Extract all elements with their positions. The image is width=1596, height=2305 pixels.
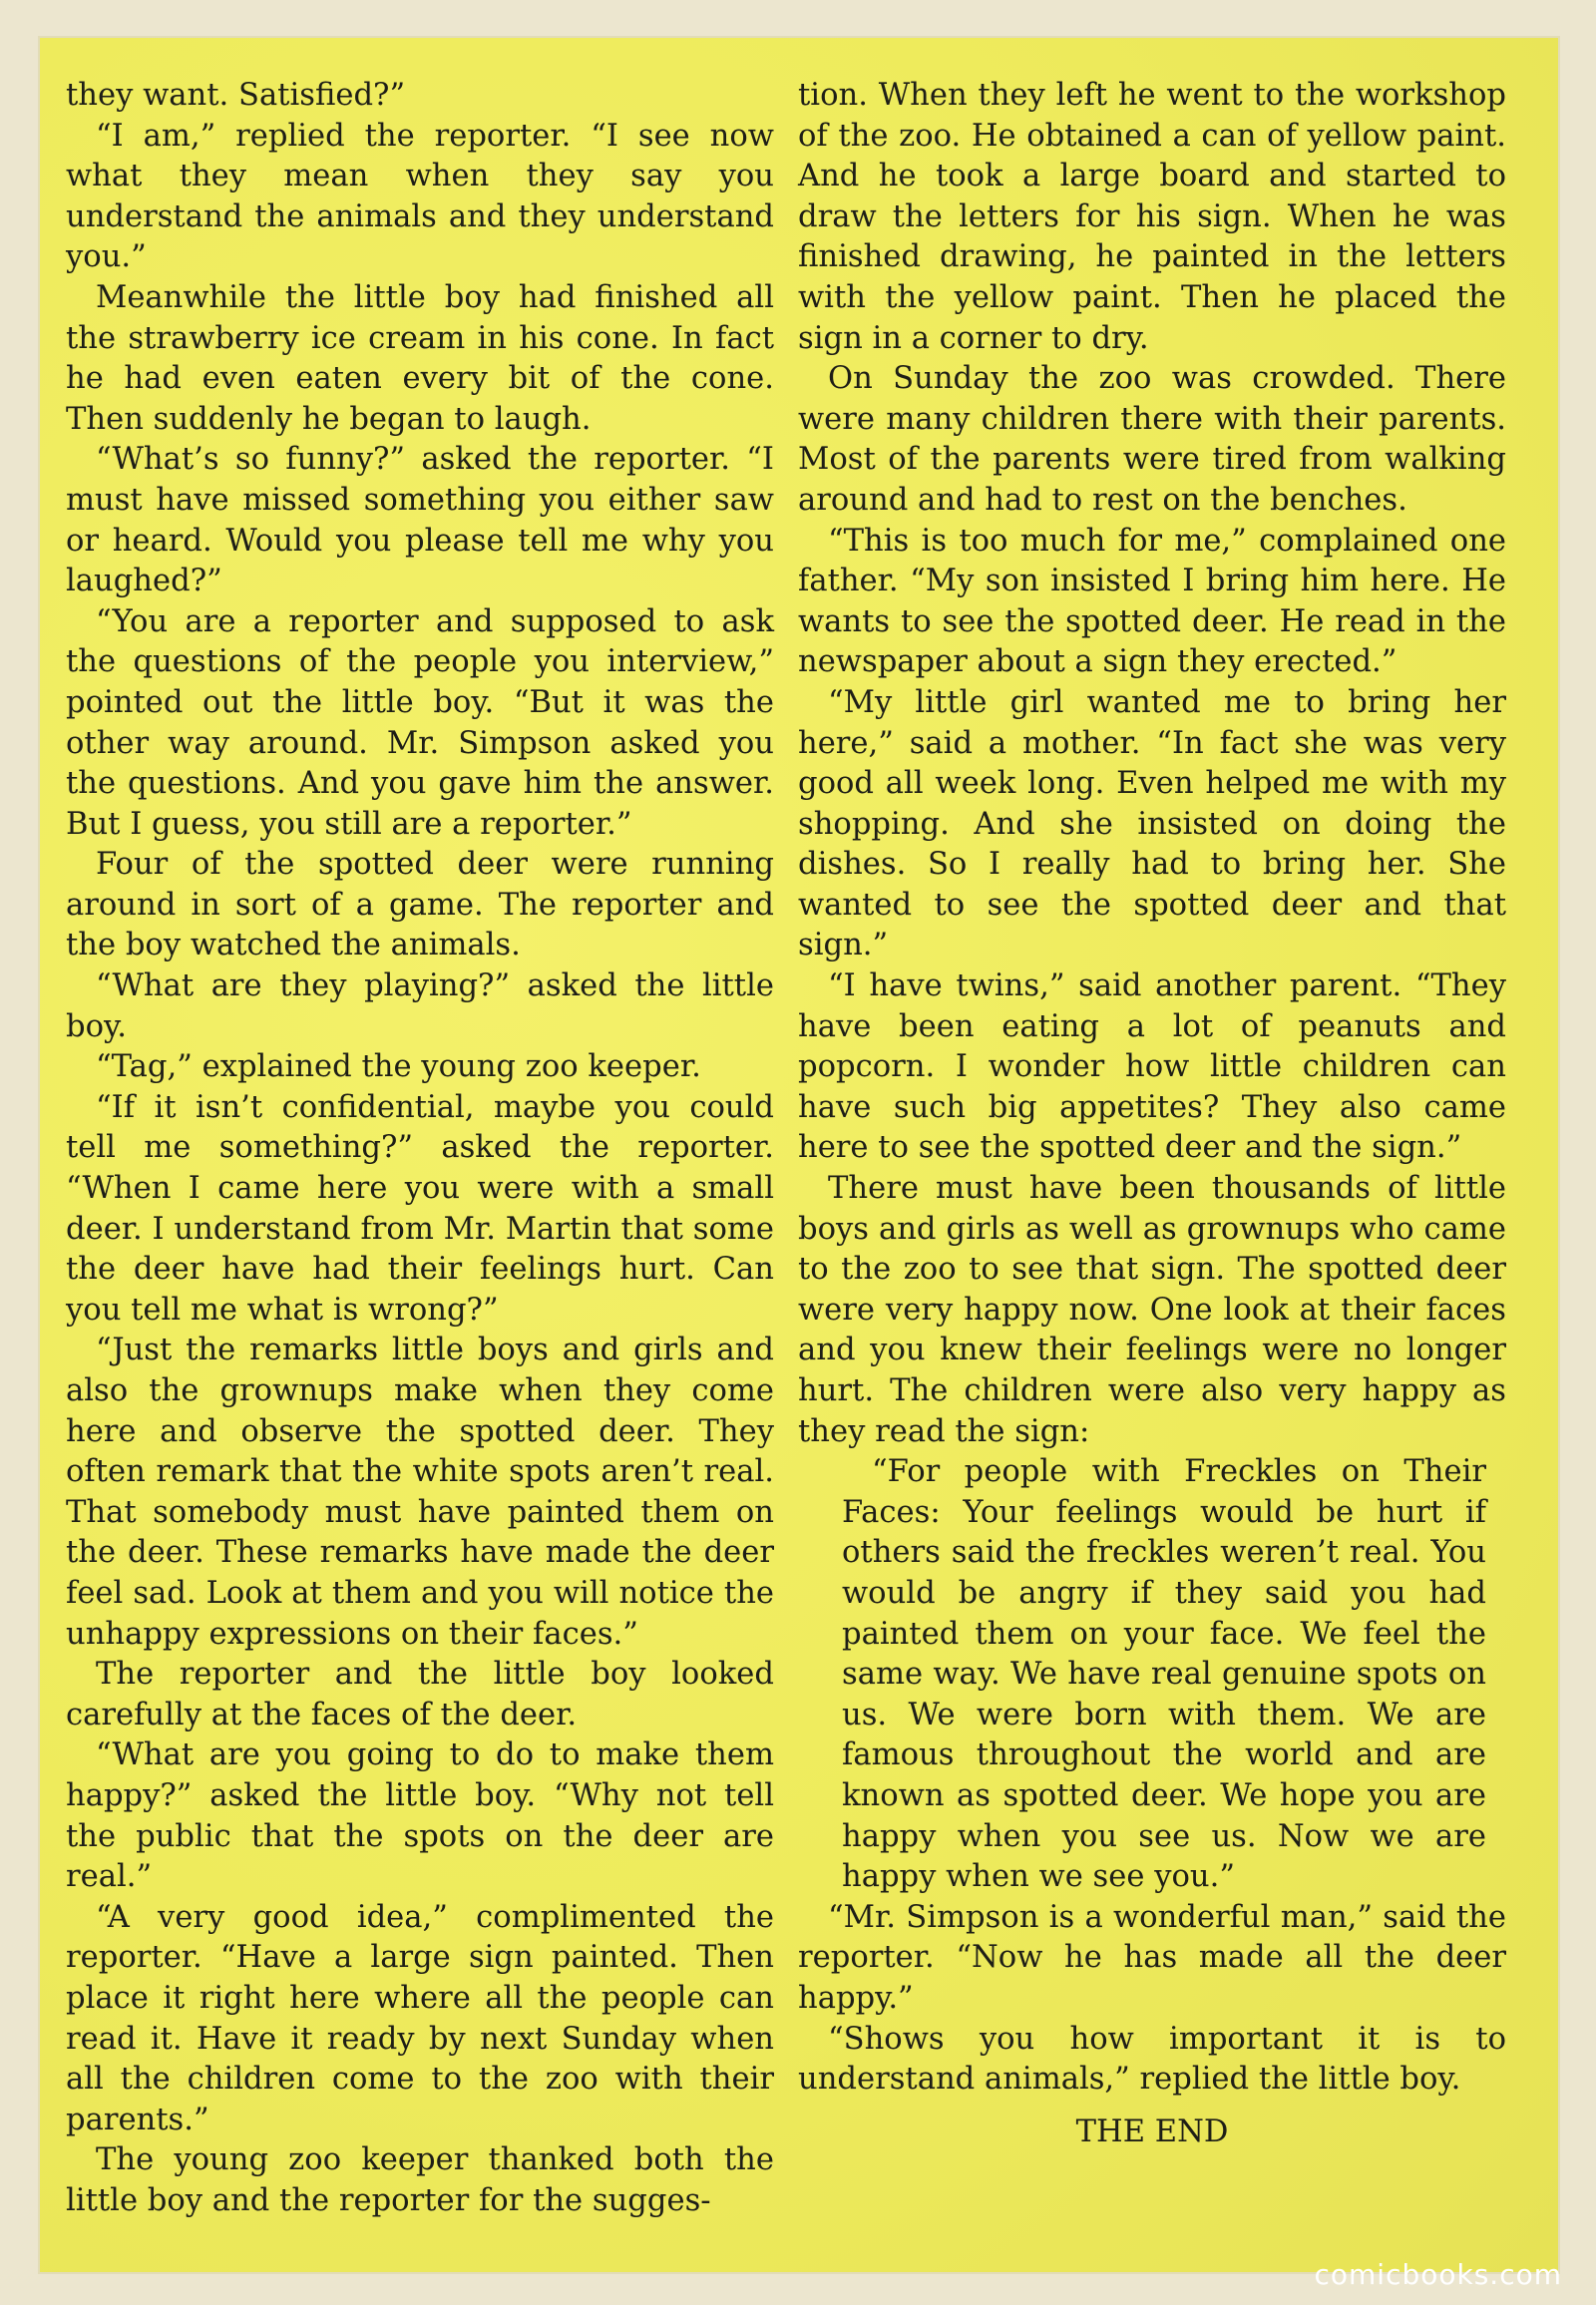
right-text-column [798,76,1506,2152]
story-paragraph: “Shows you how important it is to understand animals,” replied the little boy. [798,2021,1506,2098]
story-page [40,38,1558,2272]
story-paragraph: “You are a reporter and supposed to ask the questions of the people you interview,” pointed out the little boy. “But it was the other way around. Mr. Simpson asked you the questions. And you gave him the answer. But I guess, you still are a reporter.” [66,603,774,842]
story-paragraph: “This is too much for me,” complained one father. “My son insisted I bring him here. He wants to see the spotted deer. He read in the newspaper about a sign they erected.” [798,523,1506,680]
story-paragraph: “What are you going to do to make them happy?” asked the little boy. “Why not tell the public that the spots on the deer are real.” [66,1737,774,1895]
story-paragraph: “My little girl wanted me to bring her here,” said a mother. “In fact she was very good all week long. Even helped me with my shopping. And she insisted on doing the dishes. So I really had to bring her. She wanted to see the spotted deer and that sign.” [798,684,1506,963]
story-paragraph: “I have twins,” said another parent. “They have been eating a lot of peanuts and popcorn. I wonder how little children can have such big appetites? They also came here to see the spotted deer and the sign.” [798,968,1506,1166]
story-paragraph: Meanwhile the little boy had finished all the strawberry ice cream in his cone. In fact he had even eaten every bit of the cone. Then suddenly he began to laugh. [66,279,774,437]
site-watermark: comicbooks.com [1314,2258,1562,2291]
sign-text: “For people with Freckles on Their Faces: Your feelings would be hurt if others said the freckles weren’t real. You would be angry if they said you had painted them on your face. We feel the same way. We have real genuine spots on us. We were born with them. We are famous throughout the world and are known as spotted deer. We hope you are happy when you see us. Now we are happy when we see you.” [842,1454,1486,1895]
story-paragraph: “Mr. Simpson is a wonderful man,” said the reporter. “Now he has made all the deer happy.” [798,1899,1506,2016]
story-paragraph: tion. When they left he went to the workshop of the zoo. He obtained a can of yellow paint. And he took a large board and started to draw the letters for his sign. When he was finished drawing, he painted in the letters with the yellow paint. Then he placed the sign in a corner to dry. [798,78,1506,356]
story-paragraph: There must have been thousands of little boys and girls as well as grownups who came to the zoo to see that sign. The spotted deer were very happy now. One look at their faces and you knew their feelings were no longer hurt. The children were also very happy as they read the sign: [798,1171,1506,1449]
story-paragraph: “I am,” replied the reporter. “I see now what they mean when they say you understand the animals and they understand you.” [66,118,774,275]
the-end-label: THE END [1075,2113,1229,2149]
story-paragraph: “A very good idea,” complimented the reporter. “Have a large sign painted. Then place it right here where all the people can read it. Have it ready by next Sunday when all the children come to the zoo with their parents.” [66,1899,774,2137]
story-paragraph: “What are they playing?” asked the little boy. [66,968,774,1044]
story-paragraph: On Sunday the zoo was crowded. There were many children there with their parents. Most of the parents were tired from walking around and had to rest on the benches. [798,361,1506,518]
story-paragraph: “Tag,” explained the young zoo keeper. [96,1049,701,1085]
story-paragraph: “Just the remarks little boys and girls and also the grownups make when they come here and observe the spotted deer. They often remark that the white spots aren’t real. That somebody must have painted them on the deer. These remarks have made the deer feel sad. Look at them and you will notice the unhappy expressions on their faces.” [66,1333,774,1652]
story-paragraph: The reporter and the little boy looked carefully at the faces of the deer. [66,1657,774,1732]
story-paragraph: “What’s so funny?” asked the reporter. “I must have missed something you either saw or heard. Would you please tell me why you laughed?” [66,442,774,599]
story-paragraph: The young zoo keeper thanked both the little boy and the reporter for the sugges- [66,2142,774,2218]
story-paragraph: “If it isn’t confidential, maybe you could tell me something?” asked the reporter. “When I came here you were with a small deer. I understand from Mr. Martin that some the deer have had their feelings hurt. Can you tell me what is wrong?” [66,1089,774,1328]
story-paragraph: they want. Satisfied?” [66,78,406,113]
story-paragraph: Four of the spotted deer were running around in sort of a game. The reporter and the boy watched the animals. [66,847,774,963]
left-text-column [66,76,774,2221]
